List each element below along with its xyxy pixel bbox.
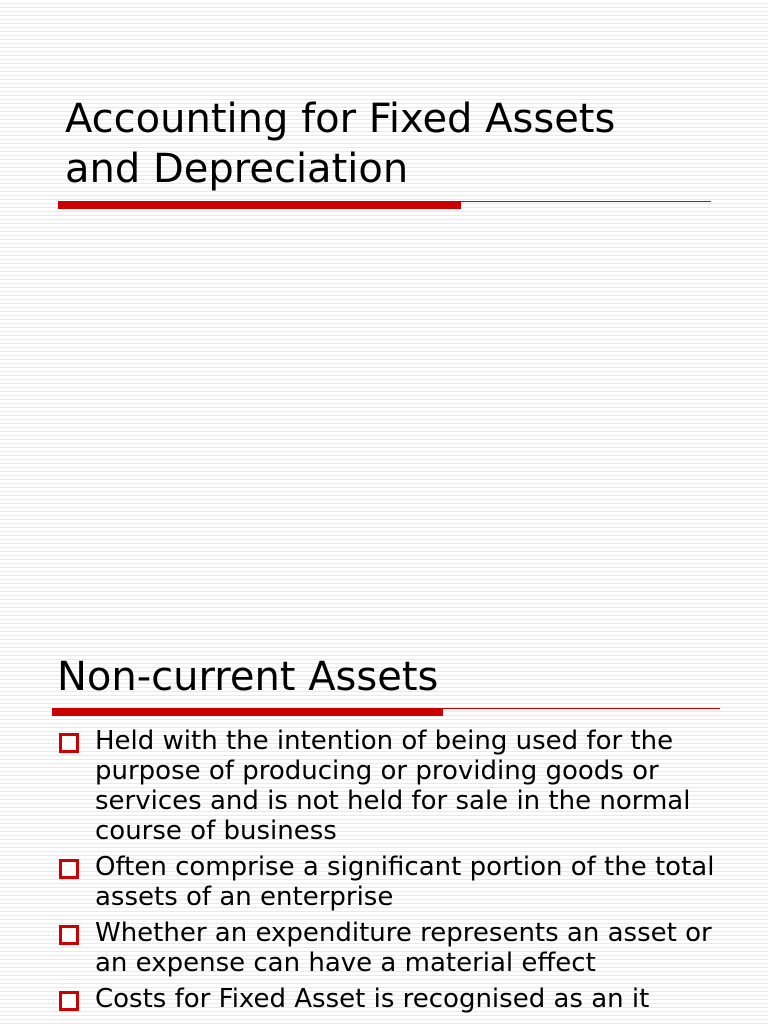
bullet-item [59,726,719,846]
title-underline-thin [461,201,711,202]
hollow-square-bullet-icon [59,859,79,879]
hollow-square-bullet-icon [59,733,79,753]
bullet-text: Whether an expenditure represents an asset or an expense can have a material effect [95,918,712,978]
heading-underline-thin [443,708,720,709]
bullet-item [59,918,719,978]
slide-title-line-2: and Depreciation [65,146,409,192]
hollow-square-bullet-icon [59,991,79,1011]
bullet-list [59,726,719,1020]
bullet-text: Often comprise a significant portion of the total assets of an enterprise [95,852,715,912]
slide-title [65,94,615,194]
bullet-item [59,852,719,912]
bullet-item [59,984,719,1014]
slide-title-line-1: Accounting for Fixed Assets [65,96,616,142]
slide-heading: Non-current Assets [57,654,439,700]
title-underline-thick [58,201,461,209]
hollow-square-bullet-icon [59,925,79,945]
bullet-text: Costs for Fixed Asset is recognised as an it [95,984,650,1014]
content-slide [0,640,768,1024]
bullet-text: Held with the intention of being used for the purpose of producing or providing goods or services and is not held for sale in the normal course of business [95,726,691,846]
heading-underline-thick [52,708,443,716]
